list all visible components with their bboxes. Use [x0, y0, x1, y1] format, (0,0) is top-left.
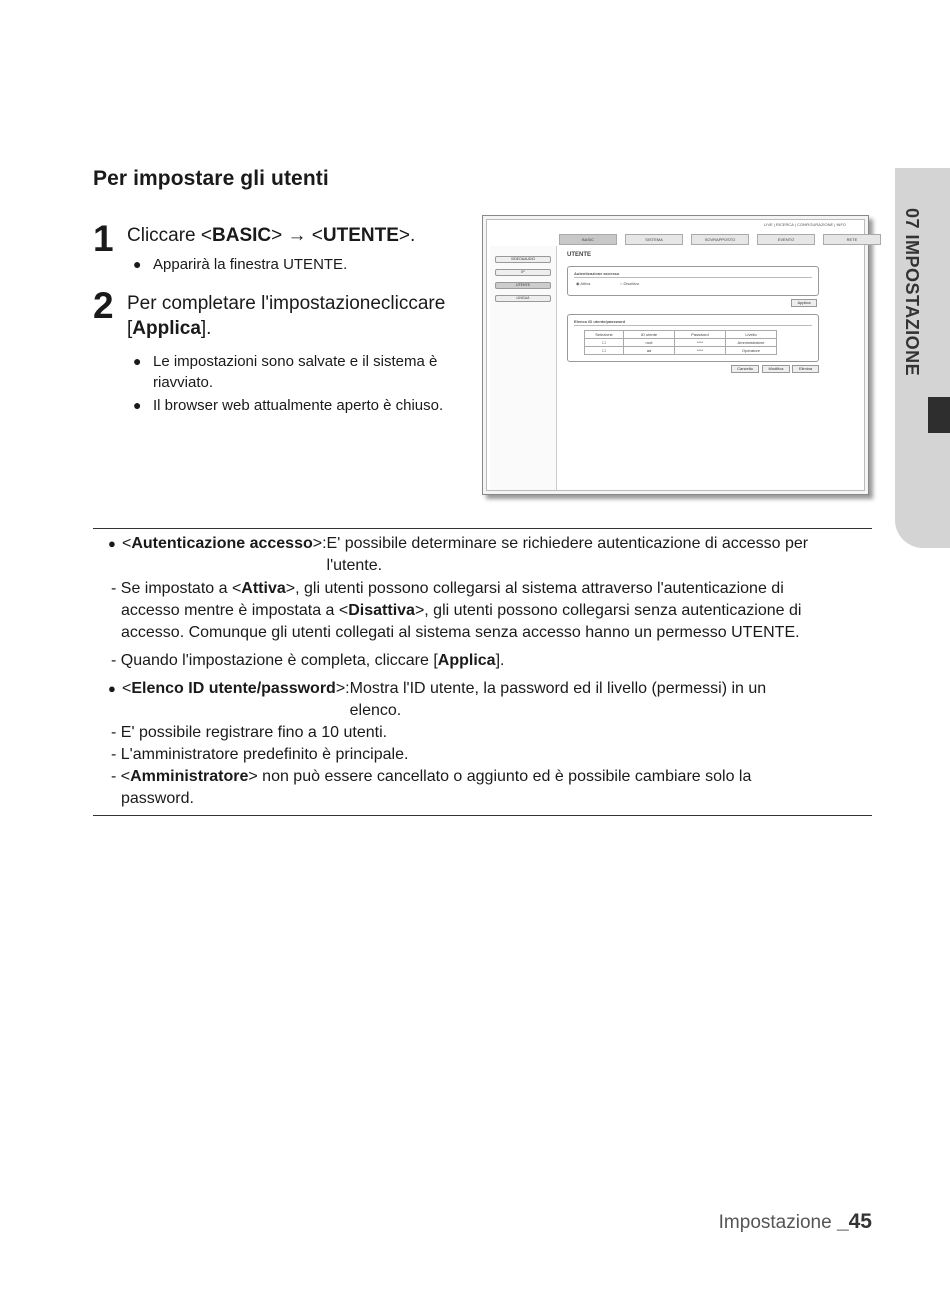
- note-auth: ● <Autenticazione accesso>: E' possibile determinare se richiedere autenticazione di accesso per l'utente.: [108, 535, 809, 574]
- list-item: ● Le impostazioni sono salvate e il sistema è: [133, 353, 438, 370]
- cell-level: Operatore: [726, 347, 777, 355]
- side-menu-item-video-audio[interactable]: VIDEO&AUDIO: [495, 256, 551, 263]
- note-user-list: ● <Elenco ID utente/password>: Mostra l'ID utente, la password ed il livello (permessi) in un elenco.: [108, 680, 767, 719]
- cell-id: ad: [624, 347, 675, 355]
- main-tabs: [559, 234, 881, 245]
- cell-level: Amministratore: [726, 339, 777, 347]
- page-title: UTENTE: [567, 252, 591, 258]
- column-header: Selezione: [585, 331, 624, 339]
- notes-bottom-rule: [93, 815, 872, 816]
- user-list-title: Elenco ID utente/password: [574, 319, 626, 324]
- note-apply: - Quando l'impostazione è completa, cliccare [Applica].: [111, 652, 505, 669]
- column-header: ID utente: [624, 331, 675, 339]
- chapter-label: 07 IMPOSTAZIONE: [902, 208, 922, 377]
- user-list-panel: [567, 314, 819, 362]
- radio-attiva[interactable]: ◉ Attiva: [576, 281, 591, 286]
- delete-button[interactable]: Elimina: [792, 365, 819, 373]
- auth-title: Autenticazione accesso: [574, 271, 620, 276]
- notes-box: [93, 533, 873, 810]
- radio-disattiva[interactable]: ○ Disattiva: [620, 281, 639, 286]
- tab-basic[interactable]: BASIC: [559, 234, 617, 245]
- column-header: Livello: [726, 331, 777, 339]
- radio-disattiva-label: Disattiva: [623, 281, 639, 286]
- auth-panel: [567, 266, 819, 296]
- tab-rete[interactable]: RETE: [823, 234, 881, 245]
- tab-sistema[interactable]: SISTEMA: [625, 234, 683, 245]
- apply-button[interactable]: Applica: [791, 299, 817, 307]
- column-header: Password: [675, 331, 726, 339]
- table-row: [585, 347, 777, 355]
- step-1-text: Cliccare <BASIC> → <UTENTE>.: [127, 225, 416, 246]
- user-table: [584, 330, 777, 355]
- step-2-text: Per completare l'impostazionecliccare [Applica].: [127, 293, 446, 339]
- list-item: riavviato.: [153, 374, 214, 391]
- notes-top-rule: [93, 528, 872, 529]
- cell-password: ****: [675, 347, 726, 355]
- step-number-1: 1: [93, 218, 114, 259]
- select-checkbox[interactable]: ☐: [585, 339, 624, 347]
- note-auth-detail: - Se impostato a <Attiva>, gli utenti possono collegarsi al sistema attraverso l'autenticazione di accesso mentre è impostata a <Disattiva>, gli utenti possono collegarsi senza autenticazione di accesso. Comunque gli utenti collegati al sistema senza accesso hanno un permesso UTENTE.: [111, 580, 802, 641]
- section-title: Per impostare gli utenti: [93, 167, 329, 190]
- note-max-users: - E' possibile registrare fino a 10 utenti.: [111, 724, 388, 741]
- cancel-button[interactable]: Cancella: [731, 365, 759, 373]
- cell-id: root: [624, 339, 675, 347]
- page-number: _45: [836, 1210, 872, 1233]
- chapter-side-tab: [895, 168, 950, 548]
- tab-sovrapposto[interactable]: SOVRAPPOSTO: [691, 234, 749, 245]
- step-number-2: 2: [93, 285, 114, 326]
- chapter-marker: [928, 397, 950, 433]
- side-menu-item-lingua[interactable]: LINGUA: [495, 295, 551, 302]
- top-menu: LIVE | RICERCA | CONFIGURAZIONE | INFO: [763, 222, 846, 227]
- cell-password: ****: [675, 339, 726, 347]
- side-menu: [490, 246, 557, 490]
- select-checkbox[interactable]: ☐: [585, 347, 624, 355]
- table-row: [585, 339, 777, 347]
- step-1-bullet: ● Apparirà la finestra UTENTE.: [133, 256, 348, 273]
- note-admin-delete: - <Amministratore> non può essere cancellato o aggiunto ed è possibile cambiare solo la password.: [111, 768, 752, 807]
- list-item: ● Il browser web attualmente aperto è chiuso.: [133, 397, 444, 414]
- page-footer: Impostazione _45: [718, 1210, 872, 1233]
- side-menu-item-utente[interactable]: UTENTE: [495, 282, 551, 289]
- tab-evento[interactable]: EVENTO: [757, 234, 815, 245]
- side-menu-item-ip[interactable]: IP: [495, 269, 551, 276]
- step-2-bullets: [133, 351, 473, 416]
- user-settings-screenshot: [482, 215, 869, 495]
- modify-button[interactable]: Modifica: [762, 365, 790, 373]
- radio-attiva-label: Attiva: [580, 281, 591, 286]
- note-default-admin: - L'amministratore predefinito è principale.: [111, 746, 409, 763]
